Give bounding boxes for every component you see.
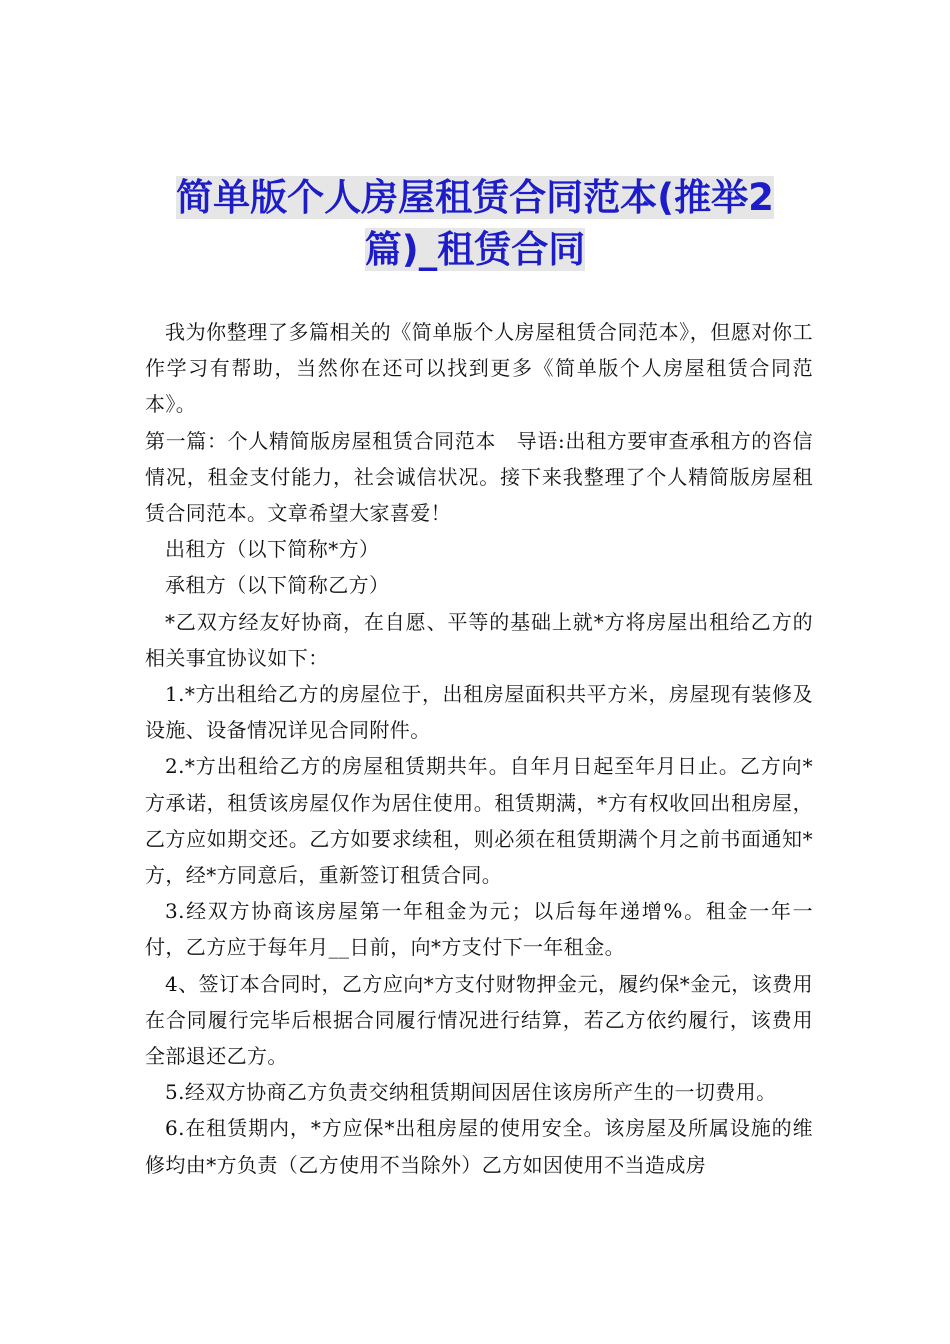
title-line-2: 篇)_租赁合同 <box>364 228 586 271</box>
paragraph-intro: 我为你整理了多篇相关的《简单版个人房屋租赁合同范本》，但愿对你工作学习有帮助，当然你在还可以找到更多《简单版个人房屋租赁合同范本》。 <box>145 320 813 417</box>
paragraph-clause-6: 6.在租赁期内，*方应保*出租房屋的使用安全。该房屋及所属设施的维修均由*方负责（乙方使用不当除外）乙方如因使用不当造成房 <box>145 1116 813 1177</box>
document-body <box>145 314 813 1183</box>
paragraph-clause-2: 2.*方出租给乙方的房屋租赁期共年。自年月日起至年月日止。乙方向*方承诺，租赁该房屋仅作为居住使用。租赁期满，*方有权收回出租房屋，乙方应如期交还。乙方如要求续租，则必须在租赁期满个月之前书面通知*方，经*方同意后，重新签订租赁合同。 <box>145 754 813 888</box>
paragraph-agreement: *乙双方经友好协商，在自愿、平等的基础上就*方将房屋出租给乙方的相关事宜协议如下： <box>145 609 813 670</box>
paragraph-clause-5: 5.经双方协商乙方负责交纳租赁期间因居住该房所产生的一切费用。 <box>165 1080 777 1105</box>
paragraph-first-article: 第一篇：个人精简版房屋租赁合同范本 导语:出租方要审查承租方的咨信情况，租金支付能力，社会诚信状况。接下来我整理了个人精简版房屋租赁合同范本。文章希望大家喜爱！ <box>145 428 813 526</box>
paragraph-clause-4: 4、签订本合同时，乙方应向*方支付财物押金元，履约保*金元，该费用在合同履行完毕后根据合同履行情况进行结算，若乙方依约履行，该费用全部退还乙方。 <box>145 971 813 1069</box>
document-title <box>150 172 800 276</box>
paragraph-clause-1: 1.*方出租给乙方的房屋位于，出租房屋面积共平方米，房屋现有装修及设施、设备情况详见合同附件。 <box>145 682 813 743</box>
title-line-1: 简单版个人房屋租赁合同范本(推举2 <box>176 176 774 219</box>
paragraph-clause-3: 3.经双方协商该房屋第一年租金为元；以后每年递增%。租金一年一付，乙方应于每年月__日前，向*方支付下一年租金。 <box>145 899 813 960</box>
paragraph-lessee: 承租方（以下简称乙方） <box>165 573 390 598</box>
paragraph-lessor: 出租方（以下简称*方） <box>165 537 380 562</box>
